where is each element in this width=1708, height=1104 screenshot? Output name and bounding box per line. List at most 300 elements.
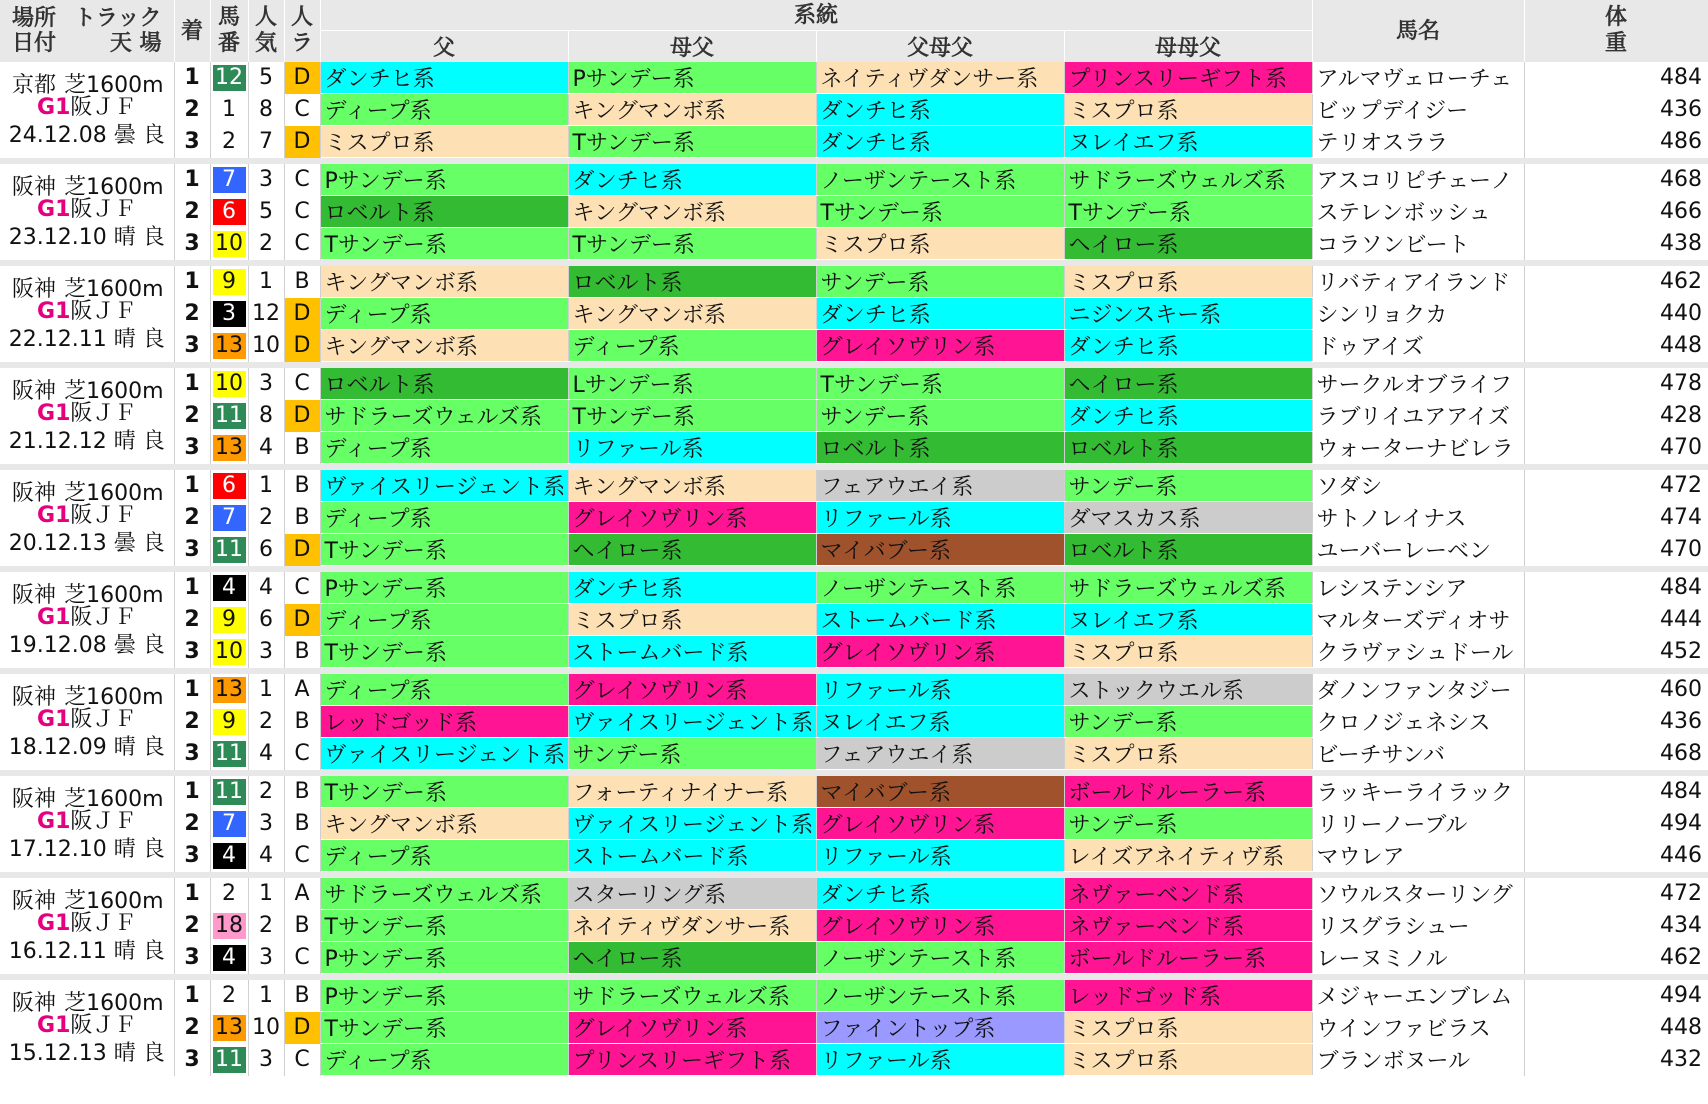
finish-position: 2 — [174, 502, 210, 534]
race-name: 阪ＪＦ — [70, 401, 137, 426]
race-info-cell — [0, 470, 174, 566]
table-row — [0, 330, 1708, 362]
dam-dam-sire-line-cell: ミスプロ系 — [1064, 1044, 1312, 1076]
umaban-badge: 7 — [213, 505, 246, 531]
horse-name-cell: ウインファビラス — [1312, 1012, 1524, 1044]
sire-line-cell: ロベルト系 — [320, 368, 568, 400]
finish-position: 3 — [174, 636, 210, 668]
finish-position: 2 — [174, 94, 210, 126]
umaban-cell — [210, 980, 248, 1012]
rank-cell: D — [284, 330, 320, 362]
table-row — [0, 368, 1708, 400]
sire-dam-sire-line-cell: ダンチヒ系 — [816, 298, 1064, 330]
race-weather: 晴 — [113, 837, 136, 862]
sire-dam-sire-line-cell: ダンチヒ系 — [816, 94, 1064, 126]
weight-cell: 460 — [1660, 677, 1703, 703]
umaban-cell — [210, 534, 248, 566]
umaban-badge: 13 — [213, 333, 246, 359]
dam-dam-sire-line-cell: レイズアネイティヴ系 — [1064, 840, 1312, 872]
race-date: 16.12.11 — [8, 939, 107, 964]
finish-position: 2 — [174, 196, 210, 228]
race-grade: G1 — [37, 503, 71, 528]
horse-name-cell: メジャーエンブレム — [1312, 980, 1524, 1012]
dam-sire-line-cell: Tサンデー系 — [568, 126, 816, 158]
race-date: 18.12.09 — [8, 735, 107, 760]
dam-dam-sire-line-cell: ロベルト系 — [1064, 432, 1312, 464]
sire-dam-sire-line-cell: リファール系 — [816, 840, 1064, 872]
header-finish: 着 — [174, 0, 210, 62]
sire-line-cell: ディープ系 — [320, 298, 568, 330]
table-row — [0, 164, 1708, 196]
horse-name-cell: リスグラシュー — [1312, 910, 1524, 942]
weight-cell: 472 — [1660, 473, 1703, 499]
header-lineage: 系統 — [320, 0, 1312, 31]
race-weather: 晴 — [113, 429, 136, 454]
dam-sire-line-cell: ヴァイスリージェント系 — [568, 706, 816, 738]
umaban-badge: 3 — [213, 301, 246, 327]
dam-dam-sire-line-cell: ダマスカス系 — [1064, 502, 1312, 534]
race-going: 良 — [142, 1041, 165, 1066]
dam-dam-sire-line-cell: ボールドルーラー系 — [1064, 942, 1312, 974]
table-row — [0, 266, 1708, 298]
race-track: 芝1600m — [64, 991, 164, 1016]
umaban-cell — [210, 94, 248, 126]
umaban-badge: 9 — [213, 709, 246, 735]
umaban-badge: 11 — [213, 741, 246, 767]
header-place: 場所 — [12, 6, 57, 31]
rank-cell: D — [284, 604, 320, 636]
dam-sire-line-cell: スターリング系 — [568, 878, 816, 910]
finish-position: 2 — [174, 400, 210, 432]
weight-cell: 466 — [1660, 199, 1703, 224]
race-place: 阪神 — [12, 991, 57, 1016]
popularity-cell: 1 — [248, 266, 284, 298]
horse-name-cell: ラッキーライラック — [1312, 776, 1524, 808]
dam-dam-sire-line-cell: サンデー系 — [1064, 706, 1312, 738]
race-place: 阪神 — [12, 889, 57, 914]
horse-name-cell: ドゥアイズ — [1312, 330, 1524, 362]
dam-sire-line-cell: ダンチヒ系 — [568, 572, 816, 604]
popularity-cell: 1 — [248, 674, 284, 706]
weight-cell: 434 — [1660, 913, 1703, 938]
umaban-cell — [210, 126, 248, 158]
race-place: 阪神 — [12, 175, 57, 200]
race-going: 良 — [142, 429, 165, 454]
sire-dam-sire-line-cell: グレイソヴリン系 — [816, 910, 1064, 942]
popularity-cell: 10 — [248, 1012, 284, 1044]
table-row — [0, 62, 1708, 94]
weight-cell: 470 — [1660, 537, 1703, 562]
popularity-cell: 5 — [248, 62, 284, 94]
weight-cell: 446 — [1660, 843, 1703, 868]
rank-cell: B — [284, 470, 320, 502]
umaban-badge: 11 — [213, 403, 246, 429]
dam-dam-sire-line-cell: ミスプロ系 — [1064, 266, 1312, 298]
umaban-cell — [210, 400, 248, 432]
umaban-cell — [210, 266, 248, 298]
finish-position: 1 — [174, 164, 210, 196]
dam-sire-line-cell: ネイティヴダンサー系 — [568, 910, 816, 942]
table-row — [0, 400, 1708, 432]
header-dam-dam-sire: 母母父 — [1064, 31, 1312, 63]
popularity-cell: 1 — [248, 470, 284, 502]
race-name: 阪ＪＦ — [70, 95, 137, 120]
umaban-cell — [210, 636, 248, 668]
sire-line-cell: ディープ系 — [320, 840, 568, 872]
umaban-badge: 4 — [213, 575, 246, 601]
dam-dam-sire-line-cell: ロベルト系 — [1064, 534, 1312, 566]
race-grade: G1 — [37, 197, 71, 222]
race-info-cell — [0, 164, 174, 260]
popularity-cell: 10 — [248, 330, 284, 362]
umaban-cell — [210, 808, 248, 840]
popularity-cell: 4 — [248, 572, 284, 604]
umaban-cell — [210, 878, 248, 910]
race-date: 22.12.11 — [8, 327, 107, 352]
race-going: 良 — [142, 327, 165, 352]
finish-position: 3 — [174, 228, 210, 260]
weight-cell: 440 — [1660, 301, 1703, 326]
horse-name-cell: アルマヴェローチェ — [1312, 62, 1524, 94]
horse-name-cell: ソダシ — [1312, 470, 1524, 502]
umaban-cell — [210, 298, 248, 330]
race-weather: 晴 — [113, 225, 136, 250]
race-date: 20.12.13 — [8, 531, 107, 556]
popularity-cell: 6 — [248, 534, 284, 566]
table-row — [0, 674, 1708, 706]
finish-position: 2 — [174, 298, 210, 330]
sire-dam-sire-line-cell: フェアウエイ系 — [816, 470, 1064, 502]
dam-sire-line-cell: ミスプロ系 — [568, 604, 816, 636]
header-umaban-text: 馬 番 — [217, 5, 240, 56]
race-weather: 晴 — [113, 735, 136, 760]
table-row — [0, 432, 1708, 464]
race-name: 阪ＪＦ — [70, 299, 137, 324]
umaban-cell — [210, 776, 248, 808]
finish-position: 1 — [174, 368, 210, 400]
race-going: 良 — [142, 837, 165, 862]
table-row — [0, 196, 1708, 228]
race-weather: 晴 — [113, 1041, 136, 1066]
popularity-cell: 4 — [248, 840, 284, 872]
umaban-badge: 9 — [213, 269, 246, 295]
weight-cell: 484 — [1660, 65, 1703, 91]
weight-cell: 474 — [1660, 505, 1703, 530]
finish-position: 3 — [174, 534, 210, 566]
sire-dam-sire-line-cell: リファール系 — [816, 674, 1064, 706]
umaban-badge: 11 — [213, 779, 246, 805]
umaban-cell — [210, 840, 248, 872]
race-date: 24.12.08 — [8, 123, 107, 148]
finish-position: 3 — [174, 1044, 210, 1076]
race-place: 阪神 — [12, 481, 57, 506]
race-going: 良 — [142, 735, 165, 760]
header-sire: 父 — [320, 31, 568, 63]
umaban-badge: 10 — [213, 371, 246, 397]
dam-sire-line-cell: ディープ系 — [568, 330, 816, 362]
finish-position: 1 — [174, 878, 210, 910]
horse-name-cell: アスコリピチェーノ — [1312, 164, 1524, 196]
dam-sire-line-cell: リファール系 — [568, 432, 816, 464]
horse-name-cell: ビップデイジー — [1312, 94, 1524, 126]
sire-line-cell: ミスプロ系 — [320, 126, 568, 158]
rank-cell: B — [284, 502, 320, 534]
sire-dam-sire-line-cell: ダンチヒ系 — [816, 126, 1064, 158]
dam-sire-line-cell: プリンスリーギフト系 — [568, 1044, 816, 1076]
dam-sire-line-cell: ストームバード系 — [568, 636, 816, 668]
popularity-cell: 3 — [248, 636, 284, 668]
dam-dam-sire-line-cell: ミスプロ系 — [1064, 636, 1312, 668]
umaban-badge: 9 — [213, 607, 246, 633]
race-name: 阪ＪＦ — [70, 707, 137, 732]
race-date: 21.12.12 — [8, 429, 107, 454]
weight-cell: 472 — [1660, 881, 1703, 907]
umaban-cell — [210, 368, 248, 400]
table-row — [0, 502, 1708, 534]
race-place: 阪神 — [12, 277, 57, 302]
rank-cell: C — [284, 228, 320, 260]
header-rank-text: 人 ラ — [290, 5, 313, 56]
weight-cell: 436 — [1660, 97, 1703, 122]
race-grade: G1 — [37, 809, 71, 834]
sire-line-cell: サドラーズウェルズ系 — [320, 400, 568, 432]
rank-cell: B — [284, 776, 320, 808]
umaban-cell — [210, 196, 248, 228]
weight-cell: 448 — [1660, 1015, 1703, 1040]
horse-name-cell: ラブリイユアアイズ — [1312, 400, 1524, 432]
umaban-badge: 13 — [213, 677, 246, 703]
race-info-cell — [0, 572, 174, 668]
table-row — [0, 636, 1708, 668]
weight-cell: 484 — [1660, 779, 1703, 805]
umaban-badge: 7 — [213, 811, 246, 837]
sire-dam-sire-line-cell: ダンチヒ系 — [816, 878, 1064, 910]
rank-cell: D — [284, 534, 320, 566]
sire-dam-sire-line-cell: グレイソヴリン系 — [816, 636, 1064, 668]
dam-dam-sire-line-cell: ヘイロー系 — [1064, 368, 1312, 400]
umaban-badge: 10 — [213, 231, 246, 257]
rank-cell: C — [284, 1044, 320, 1076]
sire-line-cell: ヴァイスリージェント系 — [320, 470, 568, 502]
dam-dam-sire-line-cell: ミスプロ系 — [1064, 1012, 1312, 1044]
dam-sire-line-cell: サドラーズウェルズ系 — [568, 980, 816, 1012]
sire-line-cell: Pサンデー系 — [320, 942, 568, 974]
rank-cell: C — [284, 840, 320, 872]
umaban-badge: 1 — [213, 97, 246, 123]
rank-cell: C — [284, 164, 320, 196]
sire-dam-sire-line-cell: ストームバード系 — [816, 604, 1064, 636]
table-row — [0, 572, 1708, 604]
sire-line-cell: ディープ系 — [320, 604, 568, 636]
race-place: 阪神 — [12, 787, 57, 812]
table-row — [0, 942, 1708, 974]
sire-line-cell: ヴァイスリージェント系 — [320, 738, 568, 770]
weight-cell: 478 — [1660, 371, 1703, 397]
sire-line-cell: Tサンデー系 — [320, 776, 568, 808]
horse-name-cell: ステレンボッシュ — [1312, 196, 1524, 228]
dam-sire-line-cell: Pサンデー系 — [568, 62, 816, 94]
sire-line-cell: ロベルト系 — [320, 196, 568, 228]
header-dam-sire: 母父 — [568, 31, 816, 63]
table-row — [0, 840, 1708, 872]
weight-cell: 462 — [1660, 945, 1703, 970]
table-row — [0, 94, 1708, 126]
horse-name-cell: マウレア — [1312, 840, 1524, 872]
dam-sire-line-cell: Tサンデー系 — [568, 400, 816, 432]
rank-cell: D — [284, 400, 320, 432]
umaban-cell — [210, 470, 248, 502]
popularity-cell: 3 — [248, 164, 284, 196]
sire-dam-sire-line-cell: Tサンデー系 — [816, 368, 1064, 400]
sire-dam-sire-line-cell: フェアウエイ系 — [816, 738, 1064, 770]
dam-dam-sire-line-cell: プリンスリーギフト系 — [1064, 62, 1312, 94]
finish-position: 1 — [174, 572, 210, 604]
table-row — [0, 126, 1708, 158]
race-place: 阪神 — [12, 583, 57, 608]
sire-dam-sire-line-cell: サンデー系 — [816, 400, 1064, 432]
header-popularity — [248, 0, 284, 62]
dam-dam-sire-line-cell: Tサンデー系 — [1064, 196, 1312, 228]
popularity-cell: 6 — [248, 604, 284, 636]
umaban-badge: 11 — [213, 1047, 246, 1073]
header-place-date — [0, 0, 174, 62]
table-row — [0, 470, 1708, 502]
race-name: 阪ＪＦ — [70, 809, 137, 834]
rank-cell: B — [284, 432, 320, 464]
umaban-cell — [210, 502, 248, 534]
table-row — [0, 604, 1708, 636]
weight-cell: 468 — [1660, 741, 1703, 766]
race-info-cell — [0, 62, 174, 158]
finish-position: 3 — [174, 942, 210, 974]
dam-dam-sire-line-cell: サドラーズウェルズ系 — [1064, 572, 1312, 604]
race-track: 芝1600m — [64, 685, 164, 710]
sire-dam-sire-line-cell: リファール系 — [816, 1044, 1064, 1076]
dam-dam-sire-line-cell: ニジンスキー系 — [1064, 298, 1312, 330]
finish-position: 2 — [174, 706, 210, 738]
race-date: 19.12.08 — [8, 633, 107, 658]
popularity-cell: 3 — [248, 942, 284, 974]
sire-line-cell: キングマンボ系 — [320, 808, 568, 840]
finish-position: 1 — [174, 776, 210, 808]
umaban-badge: 2 — [213, 983, 246, 1009]
dam-dam-sire-line-cell: サンデー系 — [1064, 470, 1312, 502]
race-place: 京都 — [12, 73, 57, 98]
sire-line-cell: ディープ系 — [320, 502, 568, 534]
umaban-cell — [210, 432, 248, 464]
dam-sire-line-cell: キングマンボ系 — [568, 470, 816, 502]
sire-dam-sire-line-cell: サンデー系 — [816, 266, 1064, 298]
horse-name-cell: ソウルスターリング — [1312, 878, 1524, 910]
dam-dam-sire-line-cell: ボールドルーラー系 — [1064, 776, 1312, 808]
umaban-badge: 2 — [213, 881, 246, 907]
race-grade: G1 — [37, 95, 71, 120]
weight-cell: 428 — [1660, 403, 1703, 428]
umaban-cell — [210, 330, 248, 362]
race-track: 芝1600m — [64, 583, 164, 608]
race-going: 良 — [142, 225, 165, 250]
race-going: 良 — [142, 939, 165, 964]
finish-position: 2 — [174, 808, 210, 840]
sire-dam-sire-line-cell: グレイソヴリン系 — [816, 330, 1064, 362]
weight-cell: 462 — [1660, 269, 1703, 295]
table-row — [0, 1012, 1708, 1044]
dam-sire-line-cell: ストームバード系 — [568, 840, 816, 872]
finish-position: 2 — [174, 910, 210, 942]
table-row — [0, 228, 1708, 260]
dam-sire-line-cell: Tサンデー系 — [568, 228, 816, 260]
rank-cell: D — [284, 62, 320, 94]
umaban-cell — [210, 1012, 248, 1044]
dam-sire-line-cell: ヘイロー系 — [568, 534, 816, 566]
weight-cell: 494 — [1660, 811, 1703, 836]
dam-sire-line-cell: グレイソヴリン系 — [568, 1012, 816, 1044]
horse-name-cell: コラソンビート — [1312, 228, 1524, 260]
race-date: 17.12.10 — [8, 837, 107, 862]
popularity-cell: 2 — [248, 228, 284, 260]
race-weather: 曇 — [113, 531, 136, 556]
weight-cell: 448 — [1660, 333, 1703, 358]
table-row — [0, 1044, 1708, 1076]
table-row — [0, 878, 1708, 910]
umaban-badge: 11 — [213, 537, 246, 563]
header-popularity-text: 人 気 — [254, 5, 277, 56]
rank-cell: D — [284, 1012, 320, 1044]
race-track: 芝1600m — [64, 481, 164, 506]
race-track: 芝1600m — [64, 787, 164, 812]
sire-line-cell: Tサンデー系 — [320, 1012, 568, 1044]
sire-line-cell: サドラーズウェルズ系 — [320, 878, 568, 910]
umaban-badge: 13 — [213, 435, 246, 461]
header-horse-name: 馬名 — [1312, 0, 1524, 62]
popularity-cell: 7 — [248, 126, 284, 158]
dam-dam-sire-line-cell: ミスプロ系 — [1064, 738, 1312, 770]
sire-line-cell: Tサンデー系 — [320, 228, 568, 260]
dam-sire-line-cell: フォーティナイナー系 — [568, 776, 816, 808]
popularity-cell: 3 — [248, 368, 284, 400]
weight-cell: 438 — [1660, 231, 1703, 256]
sire-dam-sire-line-cell: ロベルト系 — [816, 432, 1064, 464]
weight-cell: 432 — [1660, 1047, 1703, 1072]
sire-dam-sire-line-cell: グレイソヴリン系 — [816, 808, 1064, 840]
rank-cell: D — [284, 298, 320, 330]
sire-line-cell: ディープ系 — [320, 432, 568, 464]
weight-cell: 470 — [1660, 435, 1703, 460]
weight-cell: 436 — [1660, 709, 1703, 734]
umaban-badge: 18 — [213, 913, 246, 939]
dam-dam-sire-line-cell: サドラーズウェルズ系 — [1064, 164, 1312, 196]
race-going: 良 — [142, 123, 165, 148]
horse-name-cell: ビーチサンバ — [1312, 738, 1524, 770]
sire-line-cell: Tサンデー系 — [320, 910, 568, 942]
race-name: 阪ＪＦ — [70, 1013, 137, 1038]
horse-name-cell: サトノレイナス — [1312, 502, 1524, 534]
finish-position: 3 — [174, 432, 210, 464]
dam-dam-sire-line-cell: ダンチヒ系 — [1064, 400, 1312, 432]
horse-name-cell: ウォーターナビレラ — [1312, 432, 1524, 464]
race-info-cell — [0, 266, 174, 362]
weight-cell: 484 — [1660, 575, 1703, 601]
popularity-cell: 2 — [248, 776, 284, 808]
rank-cell: C — [284, 94, 320, 126]
dam-dam-sire-line-cell: ヌレイエフ系 — [1064, 604, 1312, 636]
sire-line-cell: ディープ系 — [320, 674, 568, 706]
rank-cell: C — [284, 942, 320, 974]
dam-sire-line-cell: ロベルト系 — [568, 266, 816, 298]
finish-position: 3 — [174, 738, 210, 770]
table-row — [0, 534, 1708, 566]
sire-line-cell: ディープ系 — [320, 1044, 568, 1076]
